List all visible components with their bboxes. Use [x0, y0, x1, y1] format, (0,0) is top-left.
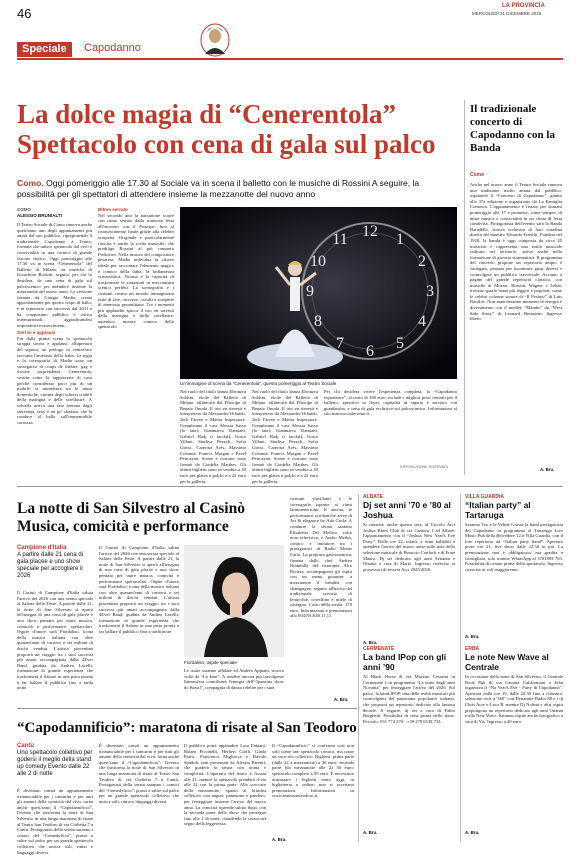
- story2-col2-text: Le risate saranno affidate ad Andrea Appiani, storico volto de “Le Iene”. A rendere ancora più travolgente l'atmosfera contribuirà l'energia dell'“Ipanema show do Brasil”, compagnia di danza celebre per i suoi: [184, 668, 284, 690]
- story3-col3-text: Il “Capodannificio” si conferma così non solo come uno spettacolo comico, ma come un vero rito collettivo. Biglietti: prima parte (dalle 22 a mezzanotte) a 30 euro; seconda parte (da mezzanotte alle 2) 30 euro; spettacolo completo a 50 euro. È necessario acquistare i biglietti entro oggi, in biglietteria o online; non si accettano prenotazioni. Informazioni su www.teatrosanteodoro.it.: [272, 743, 354, 799]
- story3-author: A. Bru.: [272, 837, 287, 842]
- story3-col2-text: Il pubblico potrà applaudire Lora Fabiani, Ruben Piccinelli, Herbert Cioffi, Giada Parisi, Francesco Migliacca e Davide Spadoli, tutti presentati da Alessio Parenti, che guiderà la serata con ironia e complicità. L'apertura del teatro è fissata alle 21, mentre lo spettacolo prenderà il via alle 22 con la prima parte. Allo scoccare della mezzanotte, spazio al brindisi collettivo con auguri, panettone e pandoro, per festeggiare insieme l'arrivo del nuovo anno. La comicità riprende subito dopo, con la seconda parte dello show che prosegue fino alle 2 di notte, chiudendo la serata nel segno della leggerezza.: [184, 743, 266, 827]
- story-divider: [17, 486, 563, 487]
- box-cermenate-title: La band IPop con gli anni ’90: [363, 652, 447, 672]
- photo2-caption: Fiordaliso, ospite speciale: [184, 660, 237, 665]
- story2-column-2b: [184, 668, 284, 698]
- side-author: A. Bru.: [540, 467, 555, 472]
- photo-caption: Un'immagine di scena da “Cenerentola”, questo pomeriggio al Teatro Sociale: [180, 381, 337, 386]
- side-text: [470, 182, 562, 467]
- clock-numeral: 11: [332, 231, 348, 248]
- main-column-3b: [252, 389, 318, 484]
- lead-text: Oggi pomeriggio alle 17.30 al Sociale va in scena il balletto con le musiche di Rossini A seguire, la possibilità per gli spettatori di attendere insieme la mezzanotte del nuovo anno: [17, 178, 420, 199]
- column-divider: [464, 100, 465, 475]
- story2-col1-text: Il Casinò di Campione d'Italia saluta l'arrivo del 2026 con una serata speciale al Salone delle Feste. A partire dalle 21, la notte di San Silvestro si aprirà all'insegna di una cena di gala placée e uno show pensato per unire musica, comicità e performance spettacolari. Ospite d'onore sarà Fiordaliso, icona della musica italiana con oltre quarant'anni di carriera e sei milioni di dischi venduti. L'artista piacentina proporrà un viaggio tra i suoi successi più amati accompagnata dalla 4Ever Band, guidata da Andrea Lavelli, formazione di grande esperienza che trasformerà il Salone in una pista pronta a far ballare il pubblico fino a tarda notte.: [17, 590, 93, 691]
- section-name: Capodanno: [84, 42, 141, 54]
- box-albate: [363, 494, 455, 645]
- box-erba-text: In occasione della notte di San Silvestro, il Centrale Rock Pub di via Cassina Californiani a Erba organizza il “Na Year's Eve - Party di Capodanno”. Apertura dalle ore 19, dalle 22.30 fino a chiusura, selezione rock a '360° con Dynamite Radio 88 e i dj Chris Acre e Luca B. mentre Dj Nolimi e altri ospiti propongono un repertorio dedicato agli anni Ottanta e alla New Wave. Saranno ospite anche fotografico a cura di Vis. Ingresso a 20 euro.: [465, 674, 563, 724]
- story2-place: Campione d'Italia: [17, 545, 67, 551]
- box-villa-kicker: VILLA GUARDIA: [465, 494, 504, 500]
- main-headline-line-1: La dolce magia di “Cenerentola”: [17, 99, 396, 129]
- box-albate-kicker: ALBATE: [363, 494, 383, 500]
- page-number: 46: [17, 6, 32, 21]
- box-divider-1: [358, 494, 359, 842]
- story3-summary: Uno spettacolo collettivo per godersi il meglio della stand up comedy Evento dalle 22 alle 2 di notte: [17, 750, 93, 777]
- story3-column-1: [17, 788, 93, 855]
- box-erba-author: A. Bru.: [465, 830, 480, 835]
- clock-numeral: 8: [314, 313, 322, 330]
- box-villa-text: Saranno Teo e le Veline Grasse la band protagonista del Capodanno in programma al Tartaruga Live Music Pub della Belvedere 12 a Villa Guardia, con il loro repertorio da “Italian party band”. Apertura porte ore 21, live show dalle 22.30 in poi. La prenotazione non è obbligatoria, ma gradita e consigliata, solo tramite WhatsApp al 3701893 763. Possibilità di cenare prima dello spettacolo. Ingresso riservato ai soli maggiorenni.: [465, 522, 563, 572]
- box-cermenate-kicker: CERMENATE: [363, 646, 395, 652]
- story3-headline: “Capodannificio”: maratona di risate al San Teodoro: [17, 720, 357, 736]
- clock-numeral: 1: [396, 231, 404, 248]
- clock-numeral: 3: [426, 283, 434, 300]
- main-col3b-text: Nel ruolo del titolo danza Eleonora Soldini, étoile del Balletto di Milano, affiancata dal Principe di Renato Onoda. Il trio en travesti è interpretato da Alessandro Orlando, Jack Farren e Mattia Imperatore. Completano il cast Alessia Sasso (la fata), Gianmarco Damiani, Gabriel Hadj (i lacchè), Grace Villani, Sinthya Pezzoli, Sofia Girosi, Caterina Ares, Massimo Colonna, Francis Morgan e Pavel Petrosyan. Scene e costumi sono firmati da Cordelia Matthes. Gli ultimi biglietti sono in vendita a 40 euro per platea e palchi e a 22 euro per la galleria.: [252, 389, 318, 484]
- story2-column-2: [99, 545, 179, 698]
- main-column-3: [180, 389, 246, 484]
- clock-numeral: 12: [362, 223, 378, 240]
- main-column-2: [98, 207, 174, 470]
- clock-numeral: 2: [418, 253, 426, 270]
- story3-col1b-text: È diventato ormai un appuntamento irrinunciabile per i canturini e per tutti gli amanti della comicità dal vivo: torna anche quest'anno il “Capodannificio”, l'evento che trasforma la notte di San Silvestro in una lunga maratona di risate al Teatro San Teodoro di via Corbetta 7 a Cantù. Protagonisti della serata saranno i comici del “Comedyficio”, pronti a salire sul palco per un grande spettacolo collettivo che unisce stili, ritmo e linguaggi diversi.: [99, 743, 179, 804]
- box-erba: [465, 646, 563, 835]
- clock-numeral: 4: [418, 313, 426, 330]
- masthead: LA PROVINCIA: [502, 3, 545, 9]
- fiordaliso-photo: [184, 545, 284, 657]
- clock-numeral: 9: [306, 283, 314, 300]
- main-col2-text: Nel secondo atto la narrazione scorre con ritmo serrato dalla sontuosa festa all'incontro con il Principe, fino al riconoscimento finale grazie alla celebre scarpetta. Originale e particolarmente riuscita è anche la scelta musicale, che predilige Rossini al più consueto Prokofiev. Nella musica del compositore pesarese, Madia individua la chiave ideale per raccontare l'elemento magico e comico della fiaba: la brillantezza virtuosistica, l'ironia e la capacità di trasformare le situazioni in meccanismi scenici perfetti. La scenografia e i costumi creano un mondo immaginario fatto di fate, carrozze, cavalli e scarpette di memoria perraultiana. Tra i momenti più applauditi spicca il trio en travesti della matrigna e delle sorellastre, autentico motore comico dello spettacolo.: [98, 212, 174, 330]
- side-text-body: Anche nel nuovo anno il Teatro Sociale rinnova una tradizione molto amata dal pubblico, ospitando il “Concerto di Capodanno”, giunto alla 37a edizione e organizzato da La Famiglia Comasca. L'appuntamento è fissato per domani pomeriggio alle 17 e promette, come sempre, di unire musica e convivialità in un clima di festa condivisa. Protagonista dell'evento sarà la Banda Baradello, storica orchestra di fiati cittadina diretta dal maestro Edoardo Franchi. Fondata nel 1920, la banda è oggi composta da circa 45 musicisti e rappresenta una realtà musicale radicata nel territorio, attiva anche nella formazione di giovani strumentisti. Il programma del concerto propone un repertorio ampio e variegato, pensato per incontrare gusti diversi e coinvolgere un pubblico trasversale. Accanto a pagine del grande repertorio classico, con musiche di Mozart, Rossini, Wagner e Lehár, trovano spazio brani più leggeri e popolari, come le celebri colonne sonore di “Il Postino” di Luis Bacalov. Non mancheranno momenti di energia e divertimento con il medley “Mambo” da “West Side Story” di Leonard Bernstein. Ingresso libero.: [470, 182, 562, 322]
- side-headline: Il tradizionale concerto di Capodanno con la Banda: [470, 103, 555, 154]
- box-albate-author: A. Bru.: [363, 640, 378, 645]
- main-column-4: [324, 389, 457, 463]
- box-villa-guardia: [465, 494, 563, 639]
- section-tag: Speciale: [17, 42, 72, 57]
- story-divider-2: [17, 708, 357, 709]
- box-erba-kicker: ERBA: [465, 646, 480, 652]
- box-albate-text: Si rinnova, anche questa sera, al Circolo Arci Joshua Blues Club di via Cantoni 1 ad Albate, l'appuntamento con il “Joshua New Year's Eve Party”. Dalle ore 22, infatti, a ritmi ballabili e attendere l'arrivo del nuovo anno sulle note della selezione musicale di Pinuccio Conforti e di Frate Mauro. Dj set dedicato agli anni Settanta e Ottanta a cura di Mario. Ingresso riservato ai possessori di tessera Arci 2025/2026.: [363, 522, 455, 572]
- ballet-photo: [180, 207, 457, 379]
- lead-place: Como.: [17, 178, 44, 188]
- main-column-1: [17, 222, 92, 470]
- story3-place: Cantù: [17, 743, 34, 749]
- story2-author: A. Bru.: [334, 697, 349, 702]
- box-divider-2: [460, 494, 461, 842]
- main-col1b-text: Fin dalla prima scena lo spettacolo strappa sorrisi e applausi: all'apertura del sipario, un prologo in controluce racconta l'antefatto della fiaba. La regia e la coreografia di Madia sono un susseguirsi di coups de théâtre, gag e trovate sorprendenti. Cenerentola, vestita come la tappezzeria di casa perché considerata poco più di un mobile, si mimetizza tra le mura domestiche, vittima degli scherzi crudeli della matrigna e delle sorellastre. A salvarla arriva una fata lontana dagli stereotipi, sexy e un po' sbadata, che la conduce al ballo sull'immancabile carrozza.: [17, 335, 92, 425]
- clock-numeral: 7: [336, 335, 344, 352]
- clock-numeral: 6: [366, 343, 374, 360]
- story3-column-2: [99, 743, 179, 842]
- box-albate-title: Dj set anni ’70 e ’80 al Joshua: [363, 500, 451, 520]
- box-erba-title: Le note New Wave al Centrale: [465, 652, 549, 672]
- lead-paragraph: [17, 178, 457, 200]
- story2-column-1: [17, 590, 93, 698]
- story3-col1-text: È diventato ormai un appuntamento irrinunciabile per i canturini e per tutti gli amanti della comicità dal vivo: torna anche quest'anno il “Capodannificio”, l'evento che trasforma la notte di San Silvestro in una lunga maratona di risate al Teatro San Teodoro di via Corbetta 7 a Cantù. Protagonisti della serata saranno i comici del “Comedyficio”, pronti a salire sul palco per un grande spettacolo collettivo che unisce stili, ritmo e linguaggi diversi.: [17, 788, 93, 855]
- story3-column-3: [184, 743, 266, 842]
- main-col4-text: Per chi desidera vivere l'esperienza completa, la “Capodanno experience”, al costo di 180 euro, include i migliori posti centrali per il balletto, aperitivo in foyer, ospitalità in sipario e servizio con guardaroba, e cena di gala esclusiva sul palcoscenico. Informazioni al sito teatrosocialecomo.it.: [324, 389, 457, 417]
- box-villa-author: A. Bru.: [465, 634, 480, 639]
- byline: [17, 207, 62, 218]
- byline-author: ALESSIO BRUNIALTI: [17, 212, 62, 218]
- clock-numeral: 10: [310, 253, 326, 270]
- story3-column-4: [272, 743, 354, 835]
- copyright-credit: RIPRODUZIONE RISERVATA: [400, 465, 449, 469]
- story2-caption: [17, 545, 93, 580]
- section-divider: [17, 58, 563, 60]
- box-villa-title: “Italian party” al Tartaruga: [465, 500, 531, 520]
- portrait-illustration: [197, 18, 233, 58]
- story3-caption: [17, 743, 93, 778]
- clock-numeral: 5: [396, 335, 404, 352]
- side-place: Como: [470, 172, 485, 178]
- box-cermenate-author: A. Bru.: [363, 830, 378, 835]
- story2-summary: A partire dalle 21 cena di gala placée e uno show speciale per accogliere il 2026: [17, 552, 84, 579]
- main-col1-text: Il Teatro Sociale di Como rinnova anche quest'anno uno degli appuntamenti più amati dal suo pubblico, riproponendo il tradizionale Capodanno a Teatro, formula che unisce spettacolo dal vivo e convivialità in una cornice di grande fascino storico. Oggi pomeriggio alle 17.30 va in scena “Cenerentola” del Balletto di Milano, su musiche di Gioachino Rossini, seguita, per chi lo desidera, da una cena di gala sul palcoscenico per attendere insieme la mezzanotte del nuovo anno. La versione firmata da Giorgio Madia, creata appositamente per questo corpo di ballo, è in repertorio con successo dal 2011 e ha conquistato pubblico e critica internazionali, aggiudicandosi importanti riconoscimenti.: [17, 222, 92, 328]
- main-col1-subhead: Sorrisi e applausi: [17, 330, 56, 336]
- story2-col3-text: costumi sfavillanti e le coreografie ispirate ai ritmi latinoamericani. E ancora, le performance acrobatiche aeree di Art & elegance by Ada Gosla. A condurre la serata saranno Elisabetta Del Medico, volto noto televisivo, e Andro Merkù, comico e imitatore tra i protagonisti di Radio Monte Carlo. La proposta gastronomica, firmata dallo chef Andrea Brambilla del ristorante Afro Riviera, accompagnerà gli ospiti con un menù gourmet: a mezzanotte il brindisi con champagne, seguito all'uscita dal tradizionale servizio di lenticchie, cotechino e miele di castagno. Costo della serata: 370 euro. Informazioni e prenotazioni allo 004191/640.11.11.: [290, 496, 352, 619]
- story2-column-3: [290, 496, 352, 696]
- main-col2-subhead: Ritmo serrato: [98, 207, 128, 212]
- main-headline: [17, 99, 457, 159]
- box-cermenate-text: Al Black Horse di via Mazzini Cesarini in Cermenate è in programma “La notte degli anni Novanta” per festeggiare l'arrivo del 2026. Sul palco, la band IPOP, una delle realtà musicali più coinvolgenti del panorama pop-dance italiano, che proporrà un repertorio dedicato alla famosa decade. A seguire, dj set a cura di Fabio Borghetti. Possibilità di cena prima dello show. Per info: 031 774 270 - +39 278 6538 734.: [363, 674, 455, 724]
- story2-col1b-text: Il Casinò di Campione d'Italia saluta l'arrivo del 2026 con una serata speciale al Salone delle Feste. A partire dalle 21, la notte di San Silvestro si aprirà all'insegna di una cena di gala placée e uno show pensato per unire musica, comicità e performance spettacolari. Ospite d'onore sarà Fiordaliso, icona della musica italiana con oltre quarant'anni di carriera e sei milioni di dischi venduti. L'artista piacentina proporrà un viaggio tra i suoi successi più amati accompagnata dalla 4Ever Band, guidata da Andrea Lavelli, formazione di grande esperienza che trasformerà il Salone in una pista pronta a far ballare il pubblico fino a tarda notte.: [99, 545, 179, 634]
- main-col3-text: Nel ruolo del titolo danza Eleonora Soldini, étoile del Balletto di Milano, affiancata dal Principe di Renato Onoda. Il trio en travesti è interpretato da Alessandro Orlando, Jack Farren e Mattia Imperatore. Completano il cast Alessia Sasso (la fata), Gianmarco Damiani, Gabriel Hadj (i lacchè), Grace Villani, Sinthya Pezzoli, Sofia Girosi, Caterina Ares, Massimo Colonna, Francis Morgan e Pavel Petrosyan. Scene e costumi sono firmati da Cordelia Matthes. Gli ultimi biglietti sono in vendita a 40 euro per platea e palchi e a 22 euro per la galleria.: [180, 389, 246, 484]
- issue-date: MERCOLEDÌ 31 DICEMBRE 2025: [472, 11, 542, 16]
- main-headline-line-2: Spettacolo con cena di gala sul palco: [17, 129, 436, 159]
- story2-headline-line-1: La notte di San Silvestro al Casinò: [17, 500, 245, 517]
- story2-headline-line-2: Musica, comicità e performance: [17, 518, 229, 535]
- box-cermenate: [363, 646, 455, 835]
- byline-place: COMO: [17, 207, 31, 212]
